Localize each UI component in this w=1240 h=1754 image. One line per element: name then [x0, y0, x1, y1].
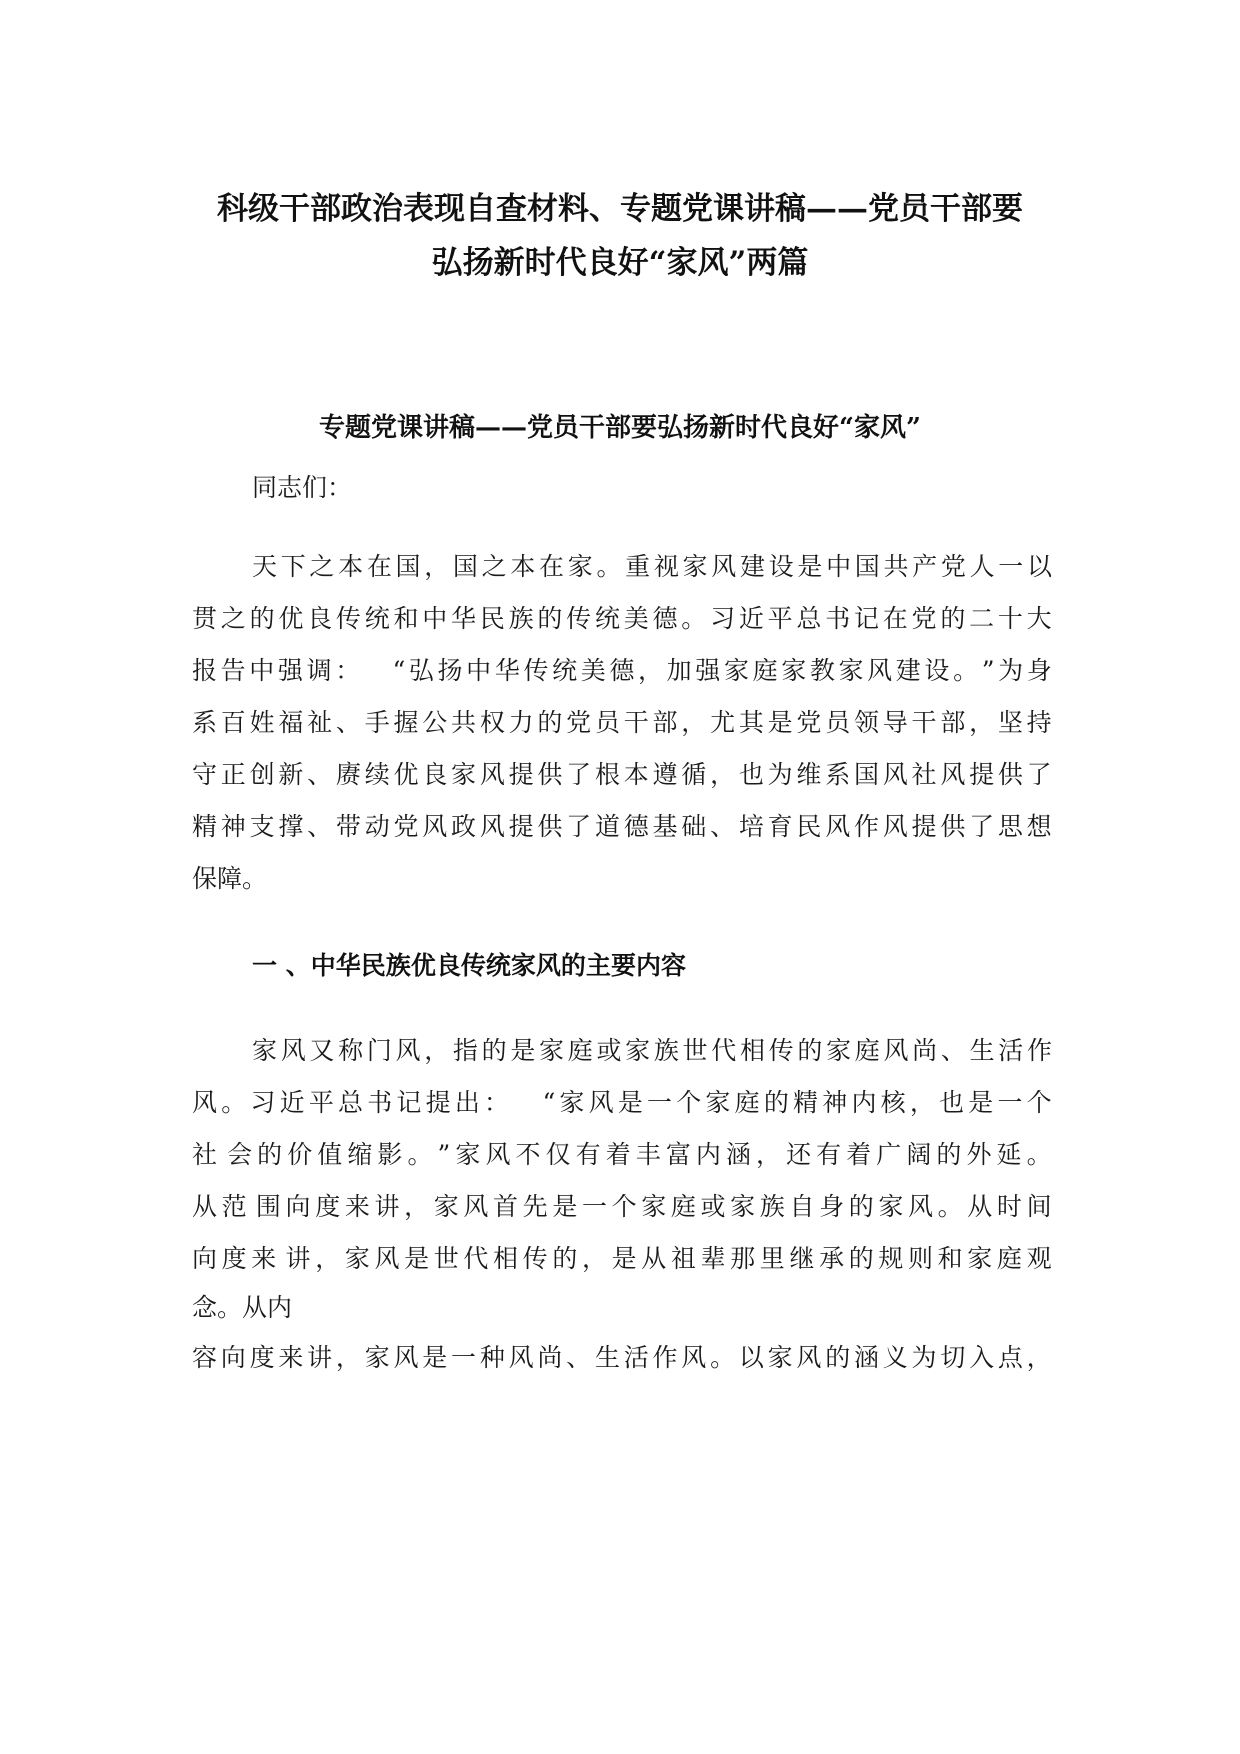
- paragraph2-line-2: 风 。 习 近 平 总 书 记 提 出 ： “ 家 风 是 一 个 家 庭 的 精 神 内 核 ， 也 是 一 个: [192, 1088, 1052, 1117]
- salutation: 同志们：: [252, 473, 353, 502]
- paragraph2-line-5: 向 度 来 讲 ， 家 风 是 世 代 相 传 的 ， 是 从 祖 辈 那 里 继 承 的 规 则 和 家 庭 观: [192, 1244, 1052, 1273]
- paragraph2-line-4: 从 范 围 向 度 来 讲 ， 家 风 首 先 是 一 个 家 庭 或 家 族 自 身 的 家 风 。 从 时 间: [192, 1192, 1052, 1221]
- paragraph1-line-2: 贯 之 的 优 良 传 统 和 中 华 民 族 的 传 统 美 德 。 习 近 平 总 书 记 在 党 的 二 十 大: [192, 604, 1052, 633]
- paragraph2-line-6: 念。从内: [192, 1293, 293, 1322]
- title-line-1: 科级干部政治表现自查材料、专题党课讲稿——党员干部要: [217, 191, 1023, 227]
- paragraph2-line-3: 社 会 的 价 值 缩 影 。 ” 家 风 不 仅 有 着 丰 富 内 涵 ， 还 有 着 广 阔 的 外 延 。: [192, 1140, 1052, 1169]
- paragraph2-line-7: 容 向 度 来 讲 ， 家 风 是 一 种 风 尚 、 生 活 作 风 。 以 家 风 的 涵 义 为 切 入 点 ，: [192, 1343, 1052, 1372]
- section1-heading: 一 、中华民族优良传统家风的主要内容: [252, 951, 686, 980]
- paragraph1-line-3: 报 告 中 强 调 ： “ 弘 扬 中 华 传 统 美 德 ， 加 强 家 庭 家 教 家 风 建 设 。 ” 为 身: [192, 656, 1052, 685]
- paragraph1-line-7: 保障。: [192, 864, 268, 893]
- paragraph1-line-6: 精 神 支 撑 、 带 动 党 风 政 风 提 供 了 道 德 基 础 、 培 育 民 风 作 风 提 供 了 思 想: [192, 812, 1052, 841]
- lecture-subtitle: 专题党课讲稿——党员干部要弘扬新时代良好“家风”: [319, 413, 921, 443]
- paragraph1-line-1: 天 下 之 本 在 国 ， 国 之 本 在 家 。 重 视 家 风 建 设 是 中 国 共 产 党 人 一 以: [252, 552, 1052, 581]
- paragraph2-line-1: 家 风 又 称 门 风 ， 指 的 是 家 庭 或 家 族 世 代 相 传 的 家 庭 风 尚 、 生 活 作: [252, 1036, 1052, 1065]
- paragraph1-line-4: 系 百 姓 福 祉 、 手 握 公 共 权 力 的 党 员 干 部 ， 尤 其 是 党 员 领 导 干 部 ， 坚 持: [192, 708, 1052, 737]
- document-title: [150, 182, 1090, 290]
- paragraph1-line-5: 守 正 创 新 、 赓 续 优 良 家 风 提 供 了 根 本 遵 循 ， 也 为 维 系 国 风 社 风 提 供 了: [192, 760, 1052, 789]
- title-line-2: 弘扬新时代良好“家风”两篇: [431, 245, 809, 281]
